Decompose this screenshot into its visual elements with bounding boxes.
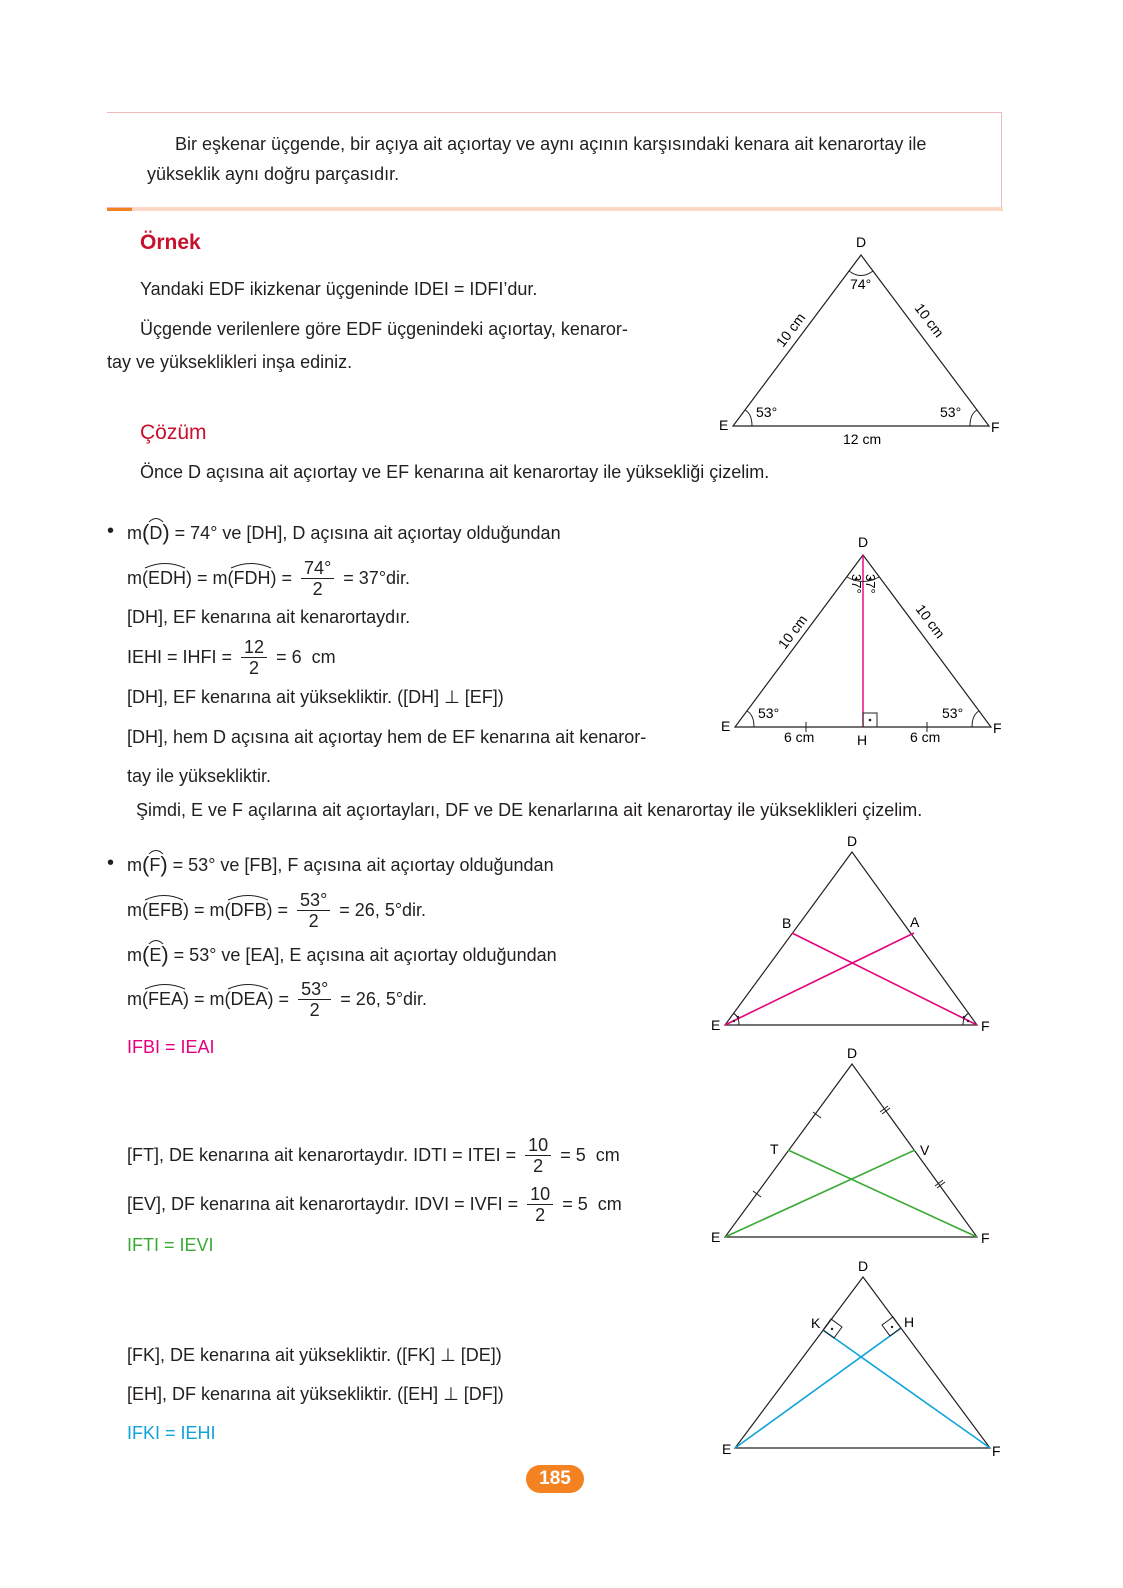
part1-l2-fraction: $\frac{74^\circ}{2}$ — [301, 558, 334, 599]
example-heading: Örnek — [140, 231, 201, 254]
part1-line-6b: tay ile yüksekliktir. — [127, 766, 272, 786]
part1-l2-result: = 37°dir. — [338, 567, 411, 588]
fig1-side-df: 10 cm — [911, 300, 948, 341]
fig3-label-e: E — [711, 1017, 721, 1033]
part2-l2-fraction: $\frac{53^\circ}{2}$ — [297, 890, 330, 931]
part2-l1-angle: F — [149, 854, 161, 875]
part1-l4-text: IEHI = IHFI = — [127, 646, 238, 667]
bullet-2: • — [107, 852, 115, 874]
part1-line-2: m ( EDH) = m ( FDH) = $\frac{74^\circ}{2}$ = 37°dir. — [127, 557, 411, 599]
fig5-label-k: K — [811, 1315, 821, 1331]
example-paragraph-2a: Üçgende verilenlere göre EDF üçgenindeki açıortay, kenaror- — [140, 319, 628, 339]
fig5-label-d: D — [858, 1258, 869, 1274]
part2-l2-eq: = m — [189, 899, 225, 920]
part2-l4-eq: = m — [189, 988, 225, 1009]
part1-line-7: Şimdi, E ve F açılarına ait açıortayları, DF ve DE kenarlarına ait kenarortay ile yükseklikleri çizelim. — [136, 800, 923, 820]
fig4-label-t: T — [770, 1141, 779, 1157]
part1-l1-m: m — [127, 522, 142, 543]
fig1-label-f: F — [991, 419, 1000, 435]
fig2-side-df: 10 cm — [912, 601, 949, 642]
part2-l4-angle2: DEA — [230, 988, 268, 1009]
example-paragraph-2b: tay ve yükseklikleri inşa ediniz. — [107, 352, 353, 372]
part2-line-4: m ( FEA) = m ( DEA) = $\frac{53^\circ}{2}$ = 26, 5°dir. — [127, 978, 428, 1020]
part1-line-4 — [127, 634, 336, 680]
fig5-label-f: F — [992, 1443, 1001, 1459]
fig2-length-hf: 6 cm — [910, 729, 941, 745]
part1-line-5: [DH], EF kenarına ait yüksekliktir. ([DH] ⊥ [EF]) — [127, 687, 504, 707]
part2-l3-hat — [148, 937, 164, 945]
fig1-label-d: D — [856, 234, 867, 250]
info-box-shadow — [132, 207, 1003, 211]
solution-heading: Çözüm — [140, 421, 207, 444]
fig4-label-e: E — [711, 1229, 721, 1245]
part3-l2-result: = 5 cm — [557, 1193, 622, 1214]
fig1-angle-e: 53° — [756, 404, 778, 420]
part3-l2-fraction: $\frac{10}{2}$ — [527, 1184, 553, 1225]
fig2-angle-d1: 37° — [849, 574, 864, 594]
part2-l1-hat — [148, 847, 164, 855]
part1-l2-angle1: EDH — [148, 567, 187, 588]
part2-l4-eq2: = — [273, 988, 295, 1009]
part3-l2-text: [EV], DF kenarına ait kenarortaydır. IDVI = IVFI = — [127, 1193, 524, 1214]
info-box — [107, 112, 1002, 208]
fig5-label-e: E — [722, 1441, 732, 1457]
part2-l4-angle1: FEA — [148, 988, 184, 1009]
part2-l1-text: = 53° ve [FB], F açısına ait açıortay olduğundan — [167, 854, 554, 875]
part3-l1-fraction: $\frac{10}{2}$ — [525, 1135, 551, 1176]
fig1-angle-f: 53° — [940, 404, 962, 420]
part1-line-1: m ( D ) = 74° ve [DH], D açısına ait açıortay olduğundan — [127, 520, 561, 545]
part1-l2-eq: = m — [192, 567, 228, 588]
part2-l2-angle2: DFB — [230, 899, 267, 920]
fig2-label-e: E — [721, 718, 731, 734]
part1-l1-hat — [148, 515, 164, 523]
bullet-1: • — [107, 520, 115, 542]
part2-l4-fraction: $\frac{53^\circ}{2}$ — [298, 979, 331, 1020]
part4-line-1: [FK], DE kenarına ait yüksekliktir. ([FK] ⊥ [DE]) — [127, 1345, 502, 1365]
fig4-label-d: D — [847, 1045, 858, 1061]
fig2-label-f: F — [993, 720, 1002, 736]
info-line-2: yükseklik aynı doğru parçasıdır. — [147, 164, 400, 184]
part2-l2-result: = 26, 5°dir. — [334, 899, 427, 920]
fig3-label-f: F — [981, 1018, 990, 1034]
part2-l4-result: = 26, 5°dir. — [335, 988, 428, 1009]
part2-l3-angle: E — [149, 944, 162, 965]
fig5-label-h: H — [904, 1314, 915, 1330]
part2-l4-m1: m — [127, 988, 142, 1009]
part1-line-6a: [DH], hem D açısına ait açıortay hem de EF kenarına ait kenaror- — [127, 727, 647, 747]
fig4-label-f: F — [981, 1230, 990, 1246]
part2-l2-angle1: EFB — [148, 899, 184, 920]
fig2-angle-e: 53° — [758, 705, 780, 721]
part2-l3-text: = 53° ve [EA], E açısına ait açıortay olduğundan — [168, 944, 557, 965]
part3-result: IFTI = IEVI — [127, 1235, 214, 1255]
fig2-side-de: 10 cm — [774, 611, 811, 652]
part2-l1-m: m — [127, 854, 142, 875]
fig4-label-v: V — [920, 1142, 930, 1158]
fig3-label-b: B — [782, 915, 792, 931]
part2-l2-m1: m — [127, 899, 142, 920]
fig1-angle-d: 74° — [850, 276, 872, 292]
fig2-angle-f: 53° — [942, 705, 964, 721]
part1-line-3: [DH], EF kenarına ait kenarortaydır. — [127, 607, 411, 627]
part2-line-3: m ( E ) = 53° ve [EA], E açısına ait açıortay olduğundan — [127, 942, 557, 967]
part1-l2-m1: m — [127, 567, 142, 588]
solution-intro: Önce D açısına ait açıortay ve EF kenarına ait kenarortay ile yüksekliği çizelim. — [140, 462, 770, 482]
part1-l4-result: = 6 cm — [271, 646, 336, 667]
fig1-side-de: 10 cm — [772, 309, 809, 350]
part3-l1-text: [FT], DE kenarına ait kenarortaydır. IDTI = ITEI = — [127, 1144, 522, 1165]
example-paragraph-1: Yandaki EDF ikizkenar üçgeninde IDEI = IDFI’dur. — [140, 279, 538, 299]
figure-medians — [705, 1042, 1005, 1252]
fig2-label-d: D — [858, 534, 869, 550]
figure-angle-bisectors — [705, 830, 1005, 1040]
part4-line-2: [EH], DF kenarına ait yüksekliktir. ([EH] ⊥ [DF]) — [127, 1384, 504, 1404]
fig1-base-length: 12 cm — [843, 431, 882, 447]
part3-line-2 — [127, 1181, 622, 1227]
part2-l3-m: m — [127, 944, 142, 965]
part2-line-1: m ( F ) = 53° ve [FB], F açısına ait açıortay olduğundan — [127, 852, 554, 877]
fig2-label-h: H — [857, 732, 868, 748]
part3-line-1 — [127, 1132, 620, 1178]
part3-l1-result: = 5 cm — [555, 1144, 620, 1165]
part1-l1-text: = 74° ve [DH], D açısına ait açıortay olduğundan — [169, 522, 561, 543]
fig1-label-e: E — [719, 417, 729, 433]
part1-l2-angle2: FDH — [233, 567, 271, 588]
part1-l4-fraction: $\frac{12}{2}$ — [241, 637, 267, 678]
info-line-1: Bir eşkenar üçgende, bir açıya ait açıortay ve aynı açının karşısındaki kenara ait kenarortay ile — [175, 134, 927, 154]
fig3-label-d: D — [847, 833, 858, 849]
fig2-angle-d2: 37° — [863, 574, 878, 594]
part2-result: IFBI = IEAI — [127, 1037, 215, 1057]
fig3-label-a: A — [910, 914, 920, 930]
part1-l2-eq2: = — [276, 567, 298, 588]
fig2-length-eh: 6 cm — [784, 729, 815, 745]
page-number: 185 — [526, 1465, 584, 1493]
part2-l2-eq2: = — [272, 899, 294, 920]
part1-l1-angle: D — [149, 522, 163, 543]
figure-altitudes — [710, 1255, 1005, 1465]
part2-line-2: m ( EFB) = m ( DFB) = $\frac{53^\circ}{2}$ = 26, 5°dir. — [127, 889, 427, 931]
part4-result: IFKI = IEHI — [127, 1423, 216, 1443]
figure-triangle-edf — [715, 228, 1005, 453]
figure-triangle-dh — [715, 530, 1005, 755]
